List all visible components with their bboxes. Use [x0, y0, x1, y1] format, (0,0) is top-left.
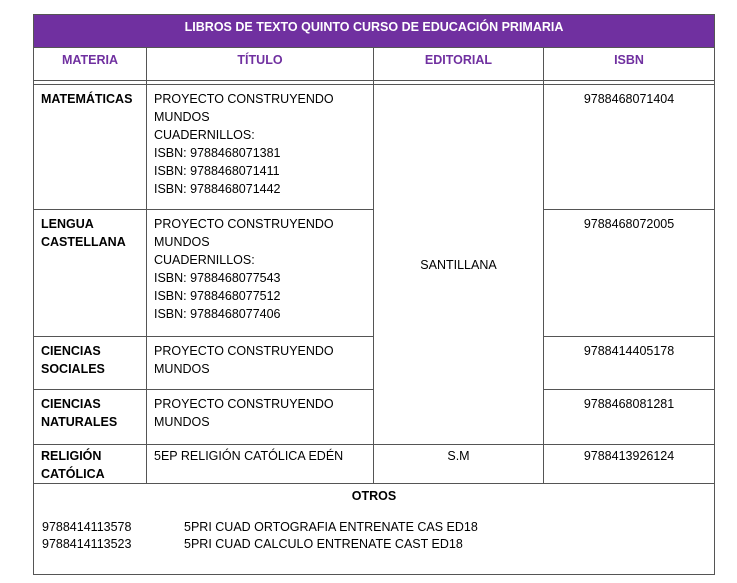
title-line: ISBN: 9788468071442	[154, 182, 281, 196]
title-line: MUNDOS	[154, 235, 210, 249]
table-title: LIBROS DE TEXTO QUINTO CURSO DE EDUCACIÓN PRIMARIA	[34, 15, 715, 48]
title-line: PROYECTO CONSTRUYENDO	[154, 92, 334, 106]
header-isbn: ISBN	[544, 48, 715, 81]
otros-code: 9788414113523	[42, 537, 132, 551]
title-line: CUADERNILLOS:	[154, 128, 255, 142]
otros-code: 9788414113578	[42, 520, 132, 534]
title-line: CUADERNILLOS:	[154, 253, 255, 267]
otros-title: OTROS	[351, 489, 397, 503]
title-line: PROYECTO CONSTRUYENDO	[154, 344, 334, 358]
editorial-cell-shared: SANTILLANA	[374, 85, 544, 445]
title-cell	[147, 210, 374, 337]
subject-cell	[34, 390, 147, 445]
header-titulo: TÍTULO	[147, 48, 374, 81]
title-line: ISBN: 9788468071411	[154, 164, 280, 178]
isbn-cell: 9788468072005	[544, 210, 715, 337]
title-cell	[147, 445, 374, 484]
title-line: MUNDOS	[154, 110, 210, 124]
title-line: ISBN: 9788468077512	[154, 289, 281, 303]
subject-text: LENGUA	[41, 217, 94, 231]
subject-text: CASTELLANA	[41, 235, 126, 249]
title-line: MUNDOS	[154, 415, 210, 429]
title-cell	[147, 85, 374, 210]
subject-text: CIENCIAS	[41, 344, 101, 358]
subject-text: SOCIALES	[41, 362, 105, 376]
otros-section	[34, 484, 715, 575]
isbn-cell: 9788413926124	[544, 445, 715, 484]
title-line: ISBN: 9788468071381	[154, 146, 281, 160]
title-line: 5EP RELIGIÓN CATÓLICA EDÉN	[154, 449, 344, 463]
otros-row	[34, 484, 715, 575]
subject-text: CATÓLICA	[41, 467, 105, 481]
subject-text: RELIGIÓN	[41, 449, 102, 463]
subject-cell	[34, 210, 147, 337]
editorial-cell: S.M	[374, 445, 544, 484]
subject-cell	[34, 445, 147, 484]
otros-desc: 5PRI CUAD CALCULO ENTRENATE CAST ED18	[184, 537, 463, 551]
header-editorial: EDITORIAL	[374, 48, 544, 81]
table-row	[34, 445, 715, 484]
subject-text: CIENCIAS	[41, 397, 101, 411]
title-line: PROYECTO CONSTRUYENDO	[154, 397, 334, 411]
title-cell	[147, 337, 374, 390]
list-item	[42, 519, 714, 536]
isbn-cell: 9788414405178	[544, 337, 715, 390]
textbook-list-document	[33, 14, 714, 575]
title-cell	[147, 390, 374, 445]
title-line: ISBN: 9788468077406	[154, 307, 281, 321]
otros-list	[34, 505, 714, 553]
subject-cell	[34, 85, 147, 210]
title-line: MUNDOS	[154, 362, 210, 376]
otros-desc: 5PRI CUAD ORTOGRAFIA ENTRENATE CAS ED18	[184, 520, 478, 534]
subject-text: MATEMÁTICAS	[41, 92, 133, 106]
subject-text: NATURALES	[41, 415, 118, 429]
isbn-cell: 9788468081281	[544, 390, 715, 445]
list-item	[42, 536, 714, 553]
table-header-row	[34, 48, 715, 81]
textbook-table	[33, 14, 715, 575]
title-line: PROYECTO CONSTRUYENDO	[154, 217, 334, 231]
subject-cell	[34, 337, 147, 390]
table-row	[34, 85, 715, 210]
title-line: ISBN: 9788468077543	[154, 271, 281, 285]
table-title-row	[34, 15, 715, 48]
isbn-cell: 9788468071404	[544, 85, 715, 210]
header-materia: MATERIA	[34, 48, 147, 81]
